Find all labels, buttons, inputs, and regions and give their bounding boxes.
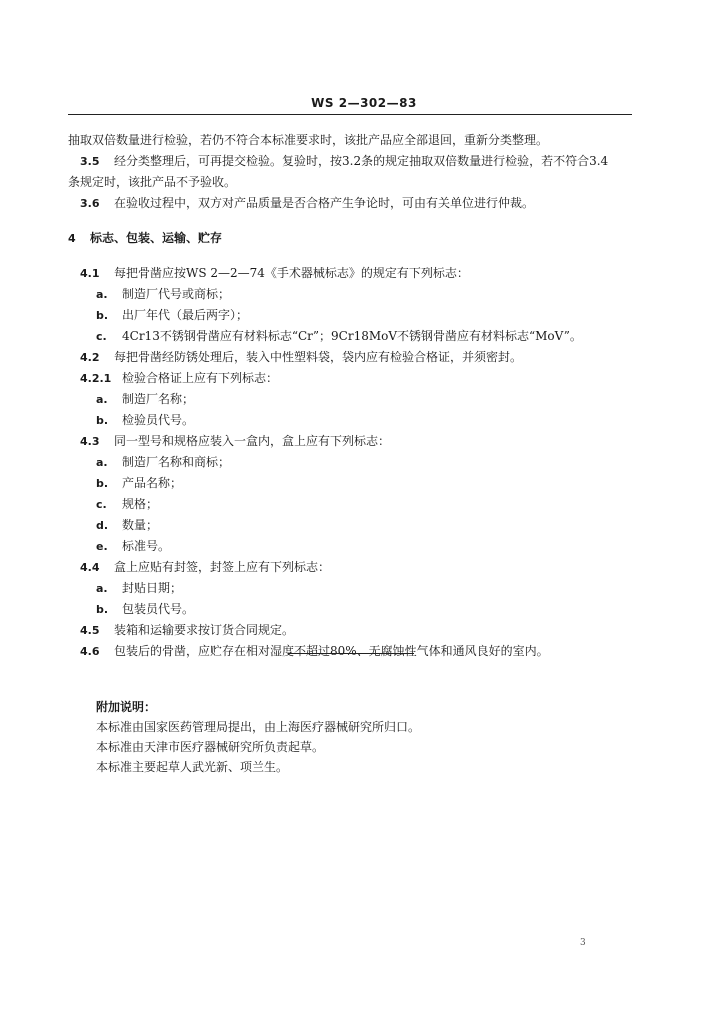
item-letter: c. (96, 498, 107, 511)
list-item (68, 410, 648, 431)
clause-text: 每把骨凿经防锈处理后，装入中性塑料袋，袋内应有检验合格证，并须密封。 (114, 350, 523, 364)
clause-3-6 (68, 193, 648, 214)
clause-number: 3.5 (80, 155, 100, 168)
notes-line: 本标准主要起草人武光新、项兰生。 (96, 760, 289, 774)
section-number: 4 (68, 232, 76, 245)
clause-number: 4.4 (80, 561, 100, 574)
list-item (68, 326, 648, 347)
notes-line: 本标准由国家医药管理局提出，由上海医疗器械研究所归口。 (96, 720, 421, 734)
item-text: 数量； (122, 518, 159, 532)
clause-3-5-continued: 条规定时，该批产品不予验收。 (68, 175, 237, 189)
clause-4-5 (68, 620, 648, 641)
item-letter: b. (96, 603, 109, 616)
list-item (68, 389, 648, 410)
clause-text: 同一型号和规格应装入一盒内，盒上应有下列标志： (114, 434, 391, 448)
item-letter: a. (96, 582, 108, 595)
section-4-heading (68, 228, 648, 249)
clause-3-5 (68, 151, 648, 172)
list-item (68, 515, 648, 536)
item-text: 封贴日期； (122, 581, 183, 595)
clause-text: 在验收过程中，双方对产品质量是否合格产生争论时，可由有关单位进行仲裁。 (114, 196, 535, 210)
clause-4-4 (68, 557, 648, 578)
header-rule (68, 114, 632, 115)
page-number: 3 (580, 938, 586, 948)
item-text: 检验员代号。 (122, 413, 195, 427)
clause-4-6 (68, 641, 648, 662)
clause-number: 4.3 (80, 435, 100, 448)
item-text: 规格； (122, 497, 159, 511)
clause-text: 装箱和运输要求按订货合同规定。 (114, 623, 295, 637)
item-letter: a. (96, 456, 108, 469)
continuation-line: 抽取双倍数量进行检验，若仍不符合本标准要求时，该批产品应全部退回，重新分类整理。 (68, 133, 549, 147)
document-body (68, 130, 648, 662)
section-title: 标志、包装、运输、贮存 (90, 231, 223, 245)
clause-text: 经分类整理后，可再提交检验。复验时，按3.2条的规定抽取双倍数量进行检验，若不符合3.4 (114, 154, 609, 168)
clause-number: 3.6 (80, 197, 100, 210)
clause-number: 4.5 (80, 624, 100, 637)
clause-4-3 (68, 431, 648, 452)
item-letter: b. (96, 414, 109, 427)
list-item (68, 578, 648, 599)
notes-line: 本标准由天津市医疗器械研究所负责起草。 (96, 740, 325, 754)
item-letter: c. (96, 330, 107, 343)
item-letter: d. (96, 519, 109, 532)
clause-number: 4.1 (80, 267, 100, 280)
clause-number: 4.6 (80, 645, 100, 658)
item-text: 出厂年代（最后两字）； (122, 308, 249, 322)
list-item (68, 305, 648, 326)
clause-number: 4.2 (80, 351, 100, 364)
item-text: 标准号。 (122, 539, 171, 553)
clause-text: 盒上应贴有封签，封签上应有下列标志： (114, 560, 331, 574)
list-item (68, 599, 648, 620)
clause-number: 4.2.1 (80, 372, 112, 385)
clause-text: 每把骨凿应按WS 2—2—74《手术器械标志》的规定有下列标志： (114, 266, 469, 280)
item-letter: e. (96, 540, 108, 553)
list-item (68, 473, 648, 494)
standard-code-header: WS 2—302—83 (311, 96, 417, 110)
item-letter: a. (96, 288, 108, 301)
item-letter: b. (96, 309, 109, 322)
clause-text: 检验合格证上应有下列标志： (122, 371, 279, 385)
item-letter: b. (96, 477, 109, 490)
list-item (68, 452, 648, 473)
item-text: 制造厂名称； (122, 392, 195, 406)
list-item (68, 494, 648, 515)
clause-4-2 (68, 347, 648, 368)
item-text: 4Cr13不锈钢骨凿应有材料标志“Cr”；9Cr18MoV不锈钢骨凿应有材料标志“MoV”。 (122, 329, 582, 343)
additional-notes (96, 697, 656, 777)
list-item (68, 536, 648, 557)
end-divider (288, 653, 414, 654)
clause-4-2-1 (68, 368, 648, 389)
list-item (68, 284, 648, 305)
item-text: 包装员代号。 (122, 602, 195, 616)
clause-4-1 (68, 263, 648, 284)
item-text: 产品名称； (122, 476, 183, 490)
clause-text: 包装后的骨凿，应贮存在相对湿度不超过80%、无腐蚀性气体和通风良好的室内。 (114, 644, 549, 658)
notes-title: 附加说明： (96, 700, 157, 714)
item-text: 制造厂代号或商标； (122, 287, 231, 301)
item-letter: a. (96, 393, 108, 406)
item-text: 制造厂名称和商标； (122, 455, 231, 469)
